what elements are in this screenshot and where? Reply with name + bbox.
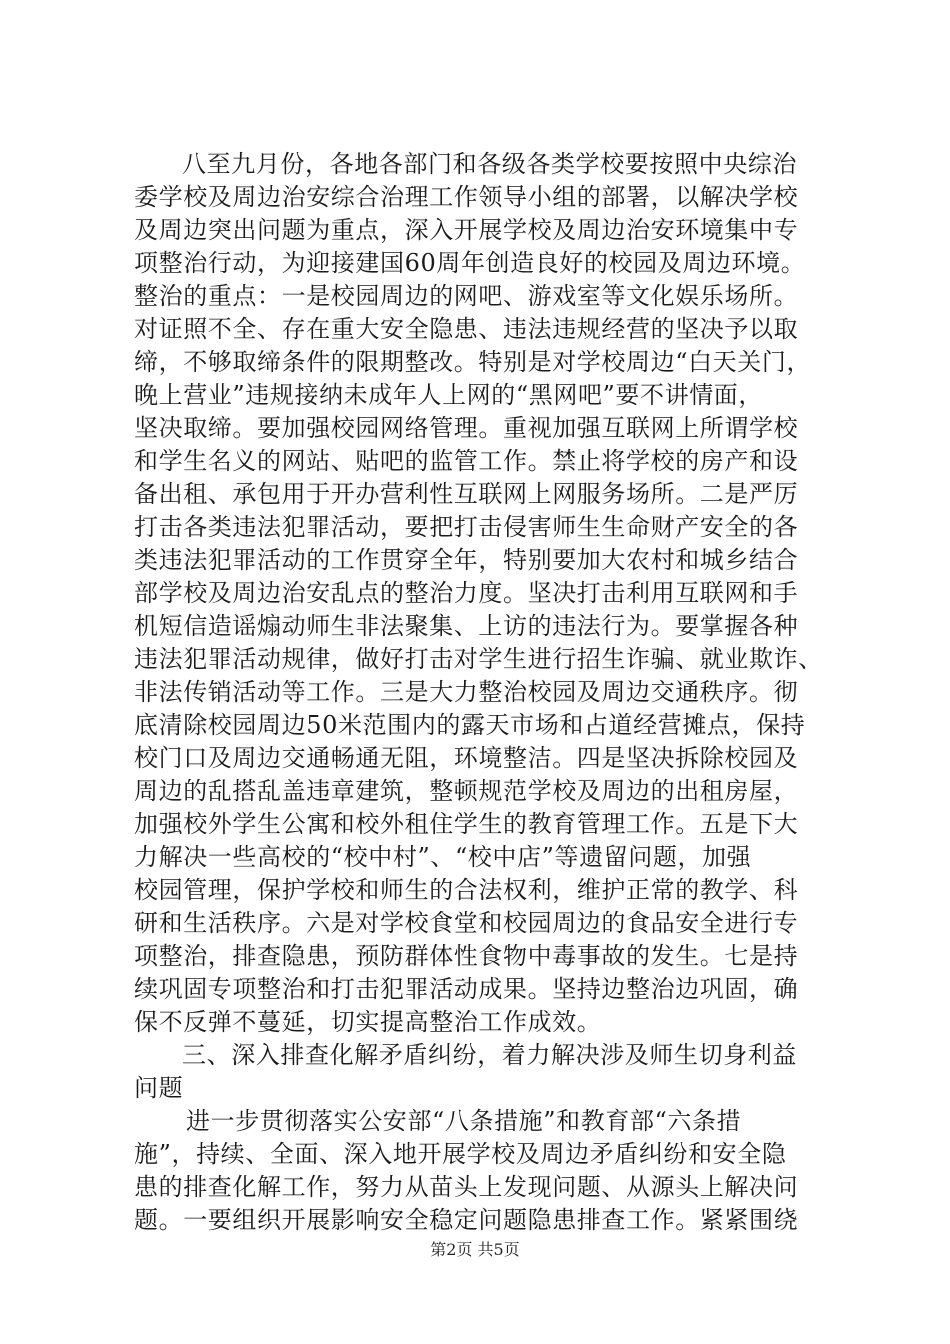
paragraph-line: 坚决取缔。要加强校园网络管理。重视加强互联网上所谓学校 (134, 414, 799, 442)
document-body (134, 148, 834, 1237)
paragraph-line: 校门口及周边交通畅通无阻，环境整洁。四是坚决拆除校园及 (134, 744, 799, 772)
section-heading: 三、深入排查化解矛盾纠纷，着力解决涉及师生切身利益 (182, 1041, 797, 1069)
paragraph-line: 项整治行动，为迎接建国60周年创造良好的校园及周边环境。 (134, 249, 806, 277)
paragraph-line: 及周边突出问题为重点，深入开展学校及周边治安环境集中专 (134, 216, 799, 244)
paragraph-line: 对证照不全、存在重大安全隐患、违法违规经营的坚决予以取 (134, 315, 799, 343)
paragraph-line: 施”，持续、全面、深入地开展学校及周边矛盾纠纷和安全隐 (134, 1140, 787, 1168)
paragraph-line: 违法犯罪活动规律，做好打击对学生进行招生诈骗、就业欺诈、 (134, 645, 823, 673)
paragraph-line: 研和生活秩序。六是对学校食堂和校园周边的食品安全进行专 (134, 909, 799, 937)
paragraph-line: 八至九月份，各地各部门和各级各类学校要按照中央综治 (182, 150, 797, 178)
paragraph-line: 非法传销活动等工作。三是大力整治校园及周边交通秩序。彻 (134, 678, 799, 706)
paragraph-line: 患的排查化解工作，努力从苗头上发现问题、从源头上解决问 (134, 1173, 799, 1201)
paragraph-line: 周边的乱搭乱盖违章建筑，整顿规范学校及周边的出租房屋， (134, 777, 799, 805)
paragraph-line: 类违法犯罪活动的工作贯穿全年，特别要加大农村和城乡结合 (134, 546, 799, 574)
paragraph-line: 和学生名义的网站、贴吧的监管工作。禁止将学校的房产和设 (134, 447, 799, 475)
paragraph-line: 校园管理，保护学校和师生的合法权利，维护正常的教学、科 (134, 876, 799, 904)
paragraph-line: 加强校外学生公寓和校外租住学生的教育管理工作。五是下大 (134, 810, 799, 838)
paragraph-line: 进一步贯彻落实公安部“八条措施”和教育部“六条措 (186, 1107, 742, 1135)
paragraph-line: 底清除校园周边50米范围内的露天市场和占道经营摊点，保持 (134, 711, 806, 739)
paragraph-line: 打击各类违法犯罪活动，要把打击侵害师生生命财产安全的各 (134, 513, 799, 541)
paragraph-line: 题。一要组织开展影响安全稳定问题隐患排查工作。紧紧围绕 (134, 1206, 799, 1234)
paragraph-line: 晚上营业”违规接纳未成年人上网的“黑网吧”要不讲情面， (134, 381, 764, 409)
paragraph-line: 委学校及周边治安综合治理工作领导小组的部署，以解决学校 (134, 183, 799, 211)
page-number-footer: 第2页 共5页 (430, 1240, 520, 1259)
paragraph-line: 整治的重点：一是校园周边的网吧、游戏室等文化娱乐场所。 (134, 282, 799, 310)
paragraph-line: 部学校及周边治安乱点的整治力度。坚决打击利用互联网和手 (134, 579, 799, 607)
paragraph-line: 项整治，排查隐患，预防群体性食物中毒事故的发生。七是持 (134, 942, 799, 970)
paragraph-line: 缔，不够取缔条件的限期整改。特别是对学校周边“白天关门， (134, 348, 812, 376)
section-heading-continued: 问题 (134, 1074, 184, 1102)
paragraph-line: 力解决一些高校的“校中村”、“校中店”等遗留问题，加强 (134, 843, 752, 871)
paragraph-line: 备出租、承包用于开办营利性互联网上网服务场所。二是严厉 (134, 480, 799, 508)
paragraph-line: 保不反弹不蔓延，切实提高整治工作成效。 (134, 1008, 602, 1036)
paragraph-line: 续巩固专项整治和打击犯罪活动成果。坚持边整治边巩固，确 (134, 975, 799, 1003)
paragraph-line: 机短信造谣煽动师生非法聚集、上访的违法行为。要掌握各种 (134, 612, 799, 640)
